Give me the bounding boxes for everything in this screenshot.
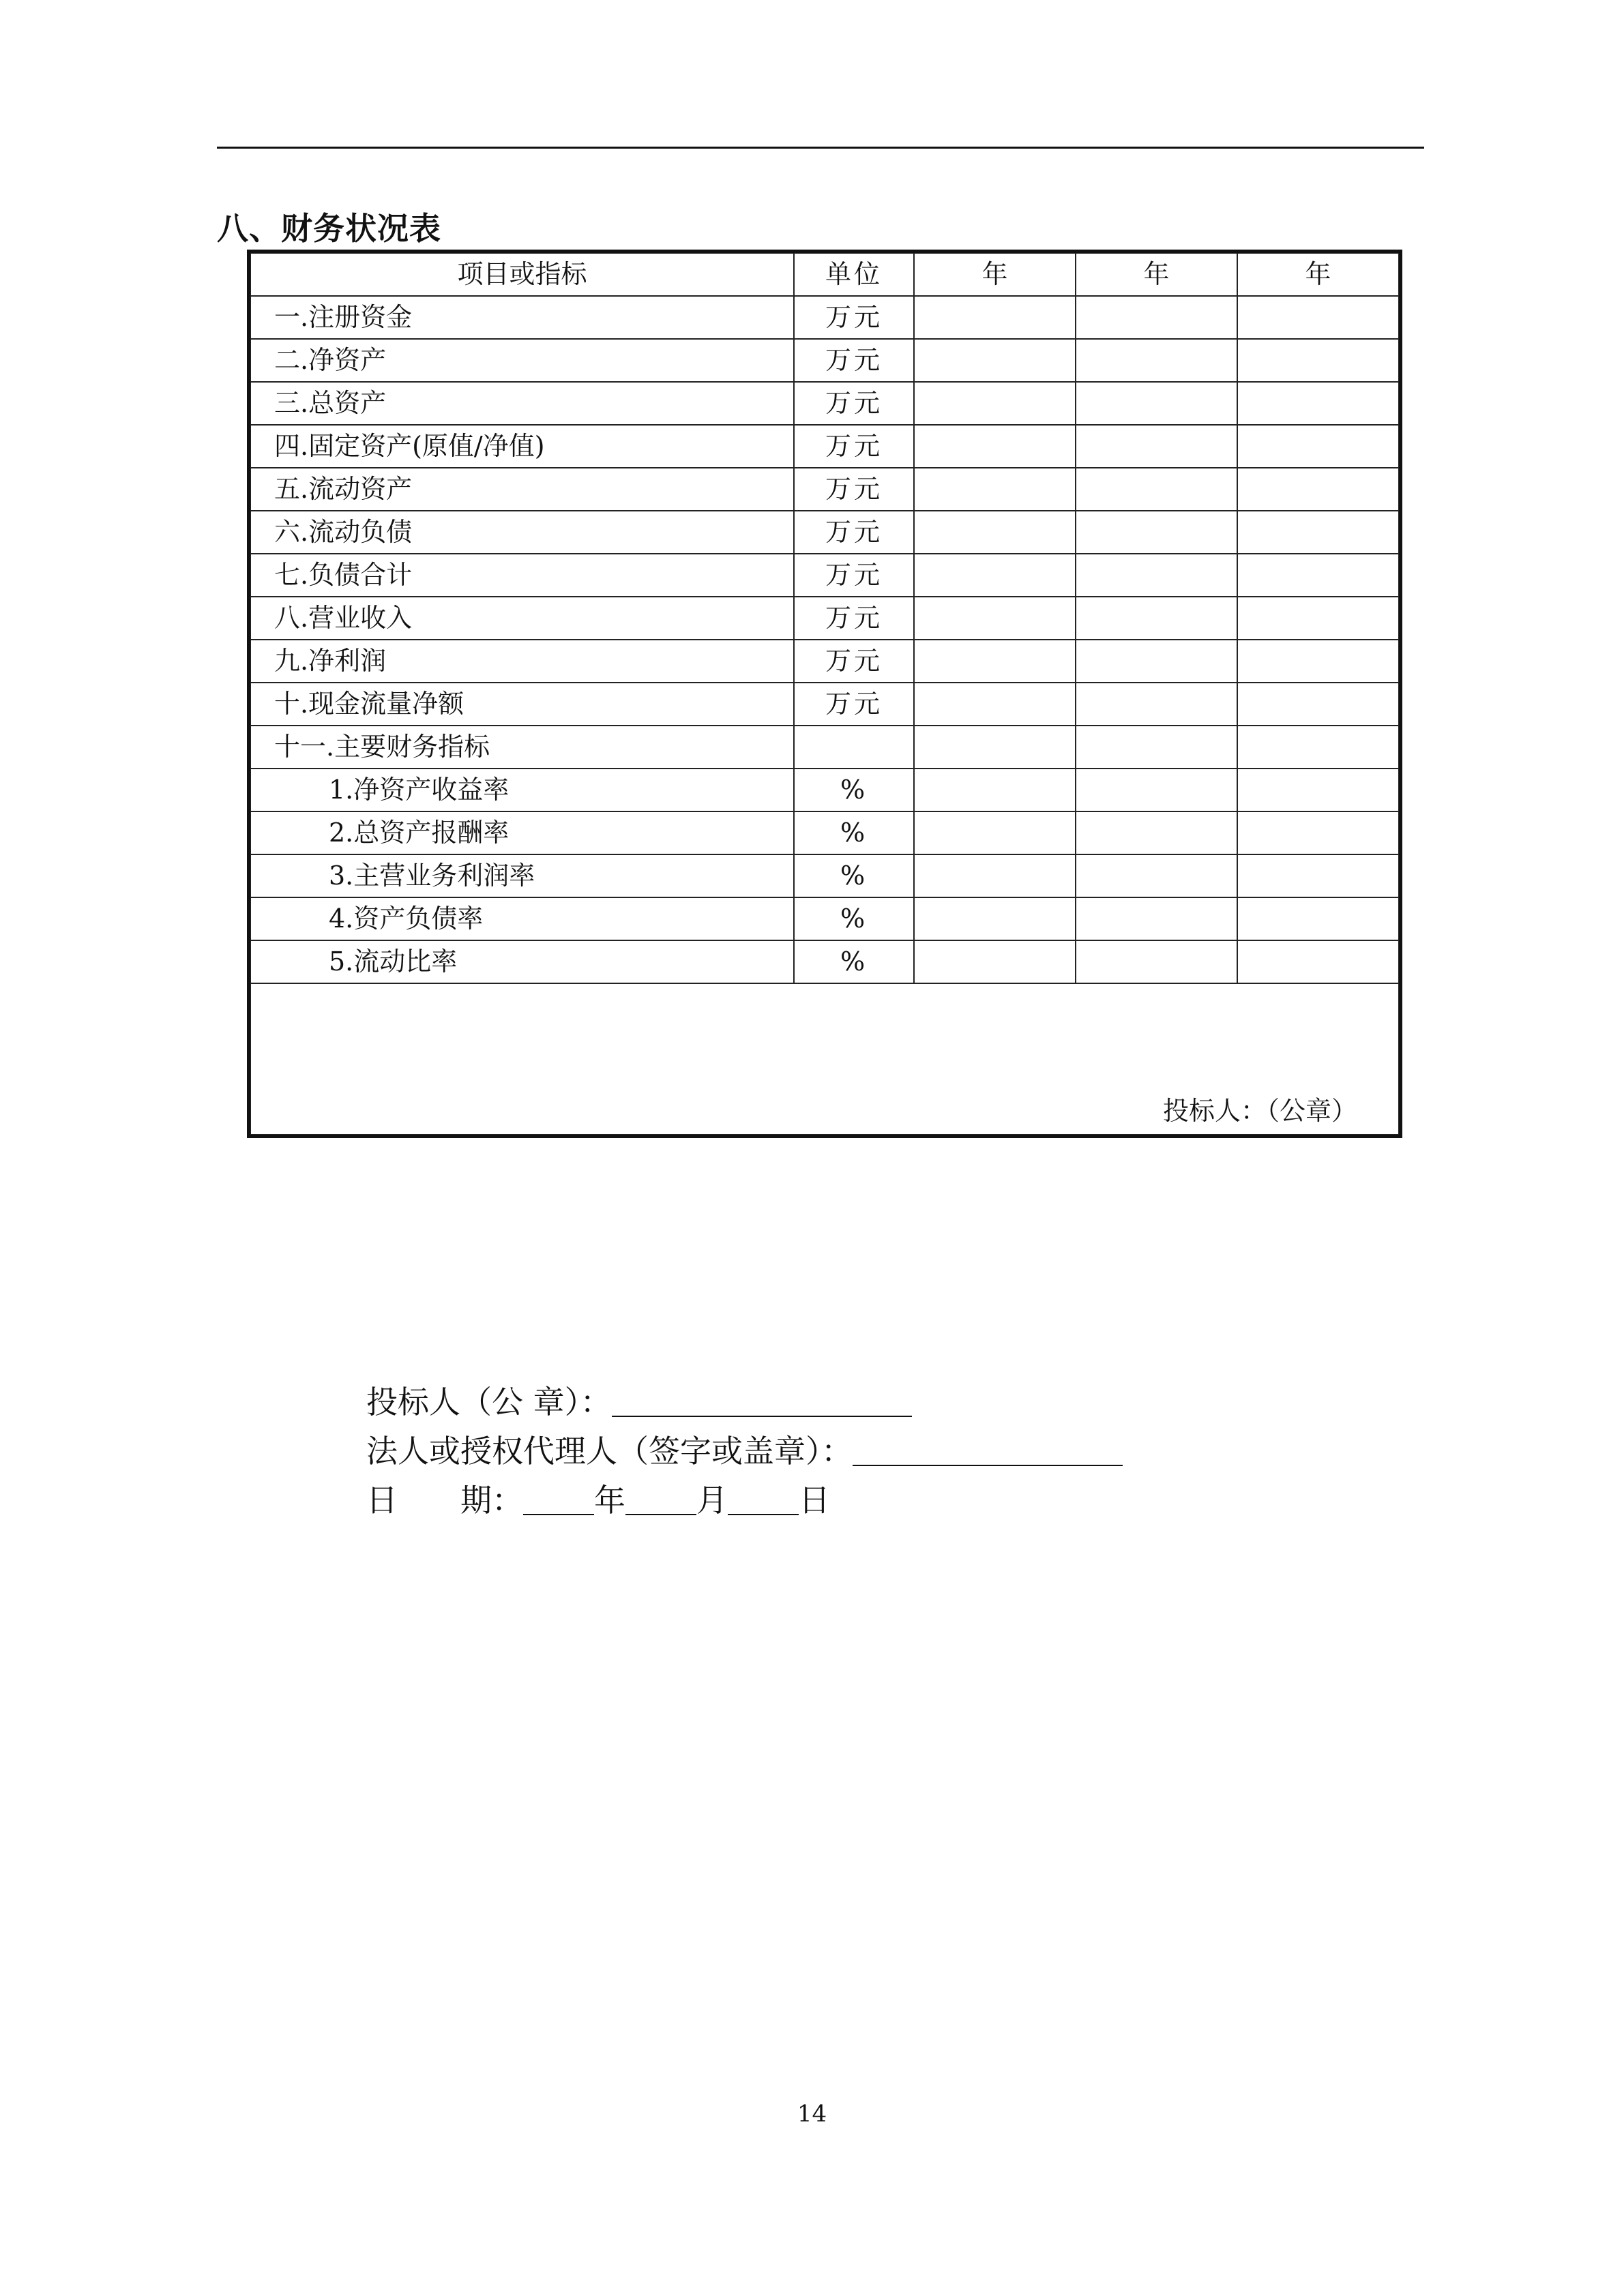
table-header-row [250, 253, 1399, 296]
year-cell[interactable] [1076, 726, 1237, 769]
table-row [250, 769, 1399, 811]
row-item: 一.注册资金 [250, 296, 794, 339]
row-item: 九.净利润 [250, 640, 794, 683]
year-cell[interactable] [1076, 683, 1237, 726]
year-cell[interactable] [1237, 511, 1399, 554]
year-cell[interactable] [1237, 382, 1399, 425]
row-unit: % [794, 854, 914, 897]
year-cell[interactable] [1076, 554, 1237, 597]
row-unit: 万元 [794, 511, 914, 554]
year-cell[interactable] [1076, 597, 1237, 640]
year-cell[interactable] [1076, 640, 1237, 683]
date-year-blank[interactable] [523, 1481, 594, 1515]
legal-rep-blank[interactable] [853, 1432, 1123, 1466]
year-cell[interactable] [914, 726, 1076, 769]
year-cell[interactable] [1076, 425, 1237, 468]
bidder-blank[interactable] [612, 1383, 912, 1417]
row-unit [794, 726, 914, 769]
signature-row [250, 983, 1399, 1135]
row-item: 3.主营业务利润率 [250, 854, 794, 897]
date-month-blank[interactable] [625, 1481, 696, 1515]
year-cell[interactable] [1076, 897, 1237, 940]
row-unit: % [794, 769, 914, 811]
year-cell[interactable] [1237, 425, 1399, 468]
year-cell[interactable] [914, 296, 1076, 339]
year-cell[interactable] [1076, 811, 1237, 854]
row-unit: 万元 [794, 296, 914, 339]
row-unit: % [794, 811, 914, 854]
year-cell[interactable] [1237, 854, 1399, 897]
table-row [250, 468, 1399, 511]
date-line [366, 1476, 1123, 1525]
year-cell[interactable] [914, 854, 1076, 897]
year-cell[interactable] [1076, 854, 1237, 897]
row-item: 2.总资产报酬率 [250, 811, 794, 854]
bidder-line [366, 1377, 1123, 1427]
sign-block [366, 1377, 1123, 1525]
date-month-label: 月 [696, 1482, 728, 1519]
year-cell[interactable] [1237, 683, 1399, 726]
table-row [250, 511, 1399, 554]
legal-rep-label: 法人或授权代理人（签字或盖章）： [366, 1433, 853, 1470]
row-item: 十.现金流量净额 [250, 683, 794, 726]
year-cell[interactable] [914, 683, 1076, 726]
header-rule [217, 147, 1424, 149]
page-number: 14 [797, 2100, 827, 2128]
year-cell[interactable] [1237, 726, 1399, 769]
row-item: 八.营业收入 [250, 597, 794, 640]
section-title: 八、财务状况表 [217, 210, 441, 247]
table-row [250, 811, 1399, 854]
year-cell[interactable] [1237, 940, 1399, 983]
year-cell[interactable] [914, 940, 1076, 983]
header-item: 项目或指标 [250, 253, 794, 296]
year-cell[interactable] [914, 339, 1076, 382]
bidder-label: 投标人（公 章）： [366, 1384, 612, 1420]
header-year-2: 年 [1076, 253, 1237, 296]
table-row [250, 640, 1399, 683]
year-cell[interactable] [914, 468, 1076, 511]
row-unit: % [794, 940, 914, 983]
table-row [250, 683, 1399, 726]
table-row [250, 296, 1399, 339]
year-cell[interactable] [914, 554, 1076, 597]
year-cell[interactable] [1237, 811, 1399, 854]
table-row [250, 940, 1399, 983]
row-item: 4.资产负债率 [250, 897, 794, 940]
row-unit: 万元 [794, 339, 914, 382]
financial-status-table [250, 252, 1400, 1135]
year-cell[interactable] [914, 382, 1076, 425]
row-unit: 万元 [794, 597, 914, 640]
year-cell[interactable] [1076, 940, 1237, 983]
row-item: 六.流动负债 [250, 511, 794, 554]
year-cell[interactable] [914, 811, 1076, 854]
row-unit: 万元 [794, 683, 914, 726]
table-row [250, 726, 1399, 769]
row-item: 七.负债合计 [250, 554, 794, 597]
table-row [250, 554, 1399, 597]
row-item: 二.净资产 [250, 339, 794, 382]
table-row [250, 897, 1399, 940]
year-cell[interactable] [1076, 511, 1237, 554]
row-unit: 万元 [794, 468, 914, 511]
row-item: 5.流动比率 [250, 940, 794, 983]
year-cell[interactable] [1237, 640, 1399, 683]
year-cell[interactable] [914, 511, 1076, 554]
year-cell[interactable] [1237, 597, 1399, 640]
year-cell[interactable] [1237, 897, 1399, 940]
year-cell[interactable] [914, 897, 1076, 940]
row-unit: 万元 [794, 382, 914, 425]
year-cell[interactable] [1076, 468, 1237, 511]
date-day-label: 日 [799, 1482, 830, 1519]
date-label: 日 期： [366, 1482, 523, 1519]
row-unit: 万元 [794, 554, 914, 597]
date-year-label: 年 [594, 1482, 625, 1519]
row-unit: 万元 [794, 640, 914, 683]
year-cell[interactable] [1076, 296, 1237, 339]
signature-note: 投标人：（公章） [250, 983, 1399, 1135]
table-row [250, 425, 1399, 468]
year-cell[interactable] [914, 425, 1076, 468]
year-cell[interactable] [1076, 339, 1237, 382]
year-cell[interactable] [1237, 296, 1399, 339]
row-unit: % [794, 897, 914, 940]
year-cell[interactable] [914, 769, 1076, 811]
year-cell[interactable] [1076, 769, 1237, 811]
legal-rep-line [366, 1427, 1123, 1476]
year-cell[interactable] [1237, 339, 1399, 382]
table-row [250, 597, 1399, 640]
header-year-3: 年 [1237, 253, 1399, 296]
row-item: 1.净资产收益率 [250, 769, 794, 811]
row-item: 十一.主要财务指标 [250, 726, 794, 769]
row-item: 三.总资产 [250, 382, 794, 425]
table-row [250, 382, 1399, 425]
row-item: 五.流动资产 [250, 468, 794, 511]
header-unit: 单位 [794, 253, 914, 296]
date-day-blank[interactable] [728, 1481, 799, 1515]
year-cell[interactable] [1076, 382, 1237, 425]
year-cell[interactable] [1237, 468, 1399, 511]
year-cell[interactable] [1237, 769, 1399, 811]
table-row [250, 339, 1399, 382]
table-row [250, 854, 1399, 897]
year-cell[interactable] [914, 640, 1076, 683]
row-item: 四.固定资产(原值/净值) [250, 425, 794, 468]
header-year-1: 年 [914, 253, 1076, 296]
year-cell[interactable] [914, 597, 1076, 640]
year-cell[interactable] [1237, 554, 1399, 597]
row-unit: 万元 [794, 425, 914, 468]
